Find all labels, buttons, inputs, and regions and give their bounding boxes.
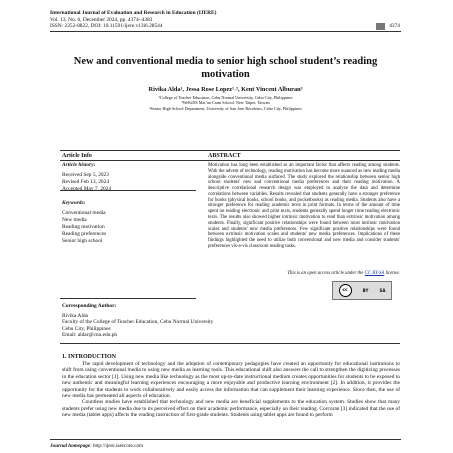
header-rule xyxy=(50,31,401,32)
page-number: 4374 xyxy=(389,23,400,30)
cc-circle-icon: cc xyxy=(339,284,352,297)
intro-paragraph-1: The rapid development of technology and the adoption of contemporary pedagogies have created an opportunity for educational institutions to shift from using conventional media to using new media as learning tools. This educational shift also answers the call to strengthen the digitizing processes in the education sector [1]. Using new media like technology as the most up-to-date instructional medium creates opportunities for students to be exposed to new authentic and meaningful learning experiences encouraging a more enjoyable and productive learning environment [2]. In addition, it provides the opportunity for the students to work collaboratively and easily access the information that can supplement their learning experience. Since then, the use of new media has permeated all aspects of education. xyxy=(62,361,400,400)
abstract-heading: ABSTRACT xyxy=(208,153,241,159)
license-link[interactable]: CC BY-SA xyxy=(364,271,385,276)
corresponding-email[interactable]: Email: aldar@cnu.edu.ph xyxy=(62,332,118,339)
affiliation-1: ¹College of Teacher Education, Cebu Normal University, Cebu City, Philippines xyxy=(158,95,293,100)
revised-date: Revised Feb 13, 2024 xyxy=(62,179,110,185)
introduction-heading: 1. INTRODUCTION xyxy=(62,354,117,360)
box-heading-rule xyxy=(60,160,400,161)
intro-paragraph-2: Countless studies have established that technology and new media are beneficial supplements to the education system. Studies show that many students prefer using new media due to its perceived effect on their academic performance, especially on their reading. Corcoran [3] indicated that the use of new media (tablet apps) affects the reading instruction of first-grade students. Students using tablet apps are found to perform xyxy=(62,399,400,419)
footer xyxy=(50,443,143,449)
cc-by-label: BY xyxy=(362,288,369,293)
keywords-label: Keywords: xyxy=(62,200,86,206)
cc-sa-label: SA xyxy=(379,288,386,293)
affiliations xyxy=(50,95,401,111)
affiliation-3: ³Senior High School Department, University of San Jose Recoletos, Cebu City, Philippines xyxy=(149,105,302,111)
cc-by-sa-badge-icon[interactable] xyxy=(332,281,392,300)
keywords-rule xyxy=(60,298,196,299)
box-top-rule xyxy=(60,150,400,151)
article-info-heading: Article Info xyxy=(62,153,92,159)
received-date: Received Sep 5, 2023 xyxy=(62,172,110,178)
corresponding-author xyxy=(62,303,213,339)
keyword-item: New media xyxy=(62,217,87,223)
corresponding-faculty: Faculty of the College of Teacher Education, Cebu Normal University xyxy=(62,319,214,326)
author-list: Rivika Alda¹, Jessa Rose Lopez¹˒², Kent Vincent Alburan³ xyxy=(148,86,303,93)
corresponding-city: Cebu City, Philippines xyxy=(62,325,111,332)
keyword-item: Conventional media xyxy=(62,210,106,216)
abstract-text: Motivation has long been established as an important factor that affects reading among students. With the advent of technology, reading motivation has become more nuanced as new reading media alongside conventional media surfaced. The study explored the relationship between senior high school students' new and conventional media preferences and their reading motivation. A descriptive correlational research design was employed to analyze the data and determine correlations between variables. Results revealed that students generally have a stronger preference for books (physical books, school books, and pocketbooks) as reading media. Students also have a stronger preference for reading academic texts in print formats. In terms of the amount of time spent on reading electronic and print texts, students generally spend longer time reading electronic texts. The results also showed higher intrinsic motivation to read than extrinsic motivation among students. Finally, significant positive relationships were found between most intrinsic motivation scales and students' new media preferences. Few significant positive relationships were found between extrinsic motivation scales and students' new media preferences. Implications of these findings highlighted the need to utilize both conventional and new media and consider students' preferences vis-a-vis classroom reading tasks. xyxy=(208,163,400,249)
keyword-item: Senior high school xyxy=(62,238,103,244)
introduction-body xyxy=(62,361,400,419)
paper-title: New and conventional media to senior high school student’s reading motivation xyxy=(73,56,378,80)
journal-name: International Journal of Evaluation and Research in Education (IJERE) xyxy=(50,10,217,16)
footer-rule xyxy=(50,439,401,440)
journal-header xyxy=(50,10,400,30)
box-bottom-rule xyxy=(60,343,400,344)
corresponding-name: Rivika Alda xyxy=(62,312,88,319)
accepted-date: Accepted May 7, 2024 xyxy=(62,186,112,192)
issn-doi: ISSN: 2252-8822, DOI: 10.11591/ijere.v13i6.28544 xyxy=(50,23,163,30)
corresponding-heading: Corresponding Author: xyxy=(62,303,117,309)
affiliation-2: ²WeKiDS Mat’an Cram School, New Taipei, Taiwan xyxy=(181,100,270,106)
keyword-item: Reading preferences xyxy=(62,231,107,237)
keyword-item: Reading motivation xyxy=(62,224,105,230)
license-line: This is an open access article under the CC BY-SA license. xyxy=(287,271,400,276)
footer-label: Journal homepage xyxy=(50,443,91,449)
keywords-block xyxy=(62,200,106,245)
footer-url[interactable]: : http://ijere.iaescore.com xyxy=(90,443,144,449)
history-label: Article history: xyxy=(62,162,96,168)
volume-info: Vol. 13, No. 6, December 2024, pp. 4374~4383 xyxy=(50,16,153,23)
publisher-logo-icon xyxy=(376,23,385,30)
article-history xyxy=(62,162,111,193)
